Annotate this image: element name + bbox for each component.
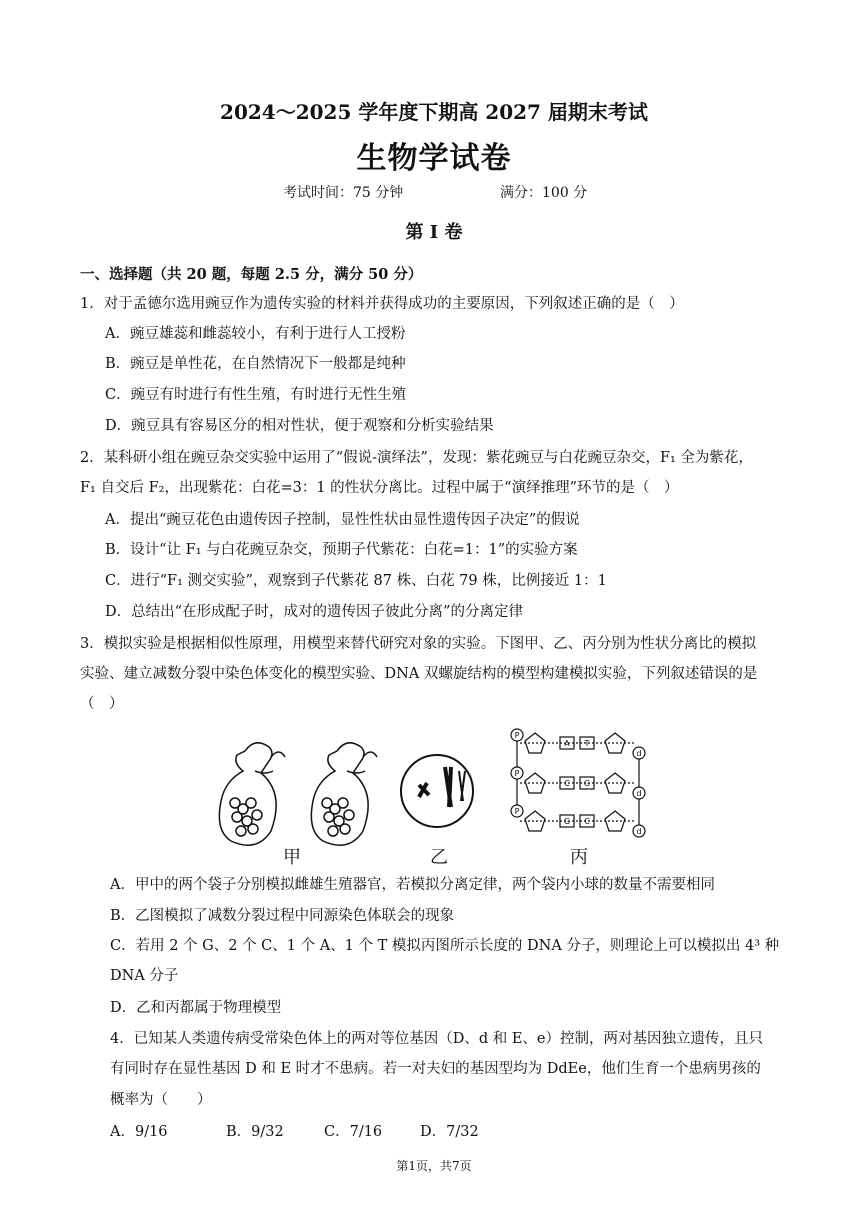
q1-stem: 1．对于孟德尔选用豌豆作为遗传实验的材料并获得成功的主要原因，下列叙述正确的是（ ）	[80, 296, 684, 312]
q2-option-b: B．设计“让 F₁ 与白花豌豆杂交，预期子代紫花：白花=1：1”的实验方案	[105, 542, 578, 558]
phosphate-label: P	[514, 731, 520, 740]
q2-stem-line1: 2．某科研小组在豌豆杂交实验中运用了“假说-演绎法”，发现：紫花豌豆与白花豌豆杂交，F₁ 全为紫花，	[80, 450, 753, 466]
q2-stem-line2: F₁ 自交后 F₂，出现紫花：白花=3：1 的性状分离比。过程中属于“演绎推理”环节的是（ ）	[80, 480, 679, 496]
q1-option-c: C．豌豆有时进行有性生殖，有时进行无性生殖	[105, 387, 407, 403]
sugar-label: d	[636, 789, 642, 798]
q3-stem-line3: （ ）	[80, 696, 124, 712]
base-label: A	[564, 739, 570, 748]
q3-figure	[215, 723, 655, 863]
q1-option-d: D．豌豆具有容易区分的相对性状，便于观察和分析实验结果	[105, 418, 494, 434]
base-label: G	[563, 817, 571, 826]
q1-option-a: A．豌豆雄蕊和雌蕊较小，有利于进行人工授粉	[105, 326, 406, 342]
q4-option-c: C．7/16	[324, 1124, 383, 1140]
q2-option-d: D．总结出“在形成配子时，成对的遗传因子彼此分离”的分离定律	[105, 604, 523, 620]
q3-option-b: B．乙图模拟了减数分裂过程中同源染色体联会的现象	[110, 908, 455, 924]
sugar-label: d	[636, 749, 642, 758]
figure-label-jia: 甲	[283, 847, 301, 868]
q3-stem-line2: 实验、建立减数分裂中染色体变化的模型实验、DNA 双螺旋结构的模型构建模拟实验，下列叙述错误的是	[80, 666, 758, 682]
q4-stem-line3: 概率为（ ）	[110, 1092, 212, 1108]
base-label: T	[584, 739, 590, 748]
q1-option-b: B．豌豆是单性花，在自然情况下一般都是纯种	[105, 356, 406, 372]
q4-stem-line2: 有同时存在显性基因 D 和 E 时才不患病。若一对夫妇的基因型均为 DdEe，他们生育一个患病男孩的	[110, 1061, 761, 1077]
q3-option-c-line2: DNA 分子	[110, 968, 179, 984]
dna-model-icon	[511, 729, 645, 837]
exam-title: 2024～2025 学年度下期高 2027 届期末考试	[220, 100, 648, 124]
base-label: C	[564, 779, 570, 788]
q2-option-c: C．进行“F₁ 测交实验”，观察到子代紫花 87 株、白花 79 株，比例接近 1：1	[105, 573, 607, 589]
phosphate-label: P	[514, 769, 520, 778]
q2-option-a: A．提出“豌豆花色由遗传因子控制，显性性状由显性遗传因子决定”的假说	[105, 512, 580, 528]
q4-option-d: D．7/32	[420, 1124, 479, 1140]
volume-title: 第 I 卷	[405, 222, 463, 243]
q3-option-a: A．甲中的两个袋子分别模拟雌雄生殖器官，若模拟分离定律，两个袋内小球的数量不需要相同	[110, 877, 715, 893]
cell-chromosome-icon	[401, 755, 473, 827]
figure-label-bing: 丙	[570, 847, 588, 868]
base-label: C	[584, 817, 590, 826]
q4-option-a: A．9/16	[110, 1124, 168, 1140]
exam-time: 考试时间：75 分钟	[283, 185, 404, 201]
q4-stem-line1: 4．已知某人类遗传病受常染色体上的两对等位基因（D、d 和 E、e）控制，两对基因独立遗传，且只	[110, 1031, 764, 1047]
full-score: 满分：100 分	[500, 185, 588, 201]
bag-right-icon	[311, 743, 377, 845]
figure-label-yi: 乙	[430, 847, 448, 868]
section-heading: 一、选择题（共 20 题，每题 2.5 分，满分 50 分）	[80, 266, 423, 283]
q3-stem-line1: 3．模拟实验是根据相似性原理，用模型来替代研究对象的实验。下图甲、乙、丙分别为性状分离比的模拟	[80, 636, 757, 652]
sugar-label: d	[636, 827, 642, 836]
phosphate-label: P	[514, 807, 520, 816]
bag-left-icon	[219, 743, 285, 845]
subject-title: 生物学试卷	[356, 141, 512, 176]
q4-option-b: B．9/32	[226, 1124, 284, 1140]
q3-option-d: D．乙和丙都属于物理模型	[110, 1000, 282, 1016]
base-label: G	[583, 779, 591, 788]
page-footer: 第1页，共7页	[396, 1159, 472, 1173]
q3-option-c-line1: C．若用 2 个 G、2 个 C、1 个 A、1 个 T 模拟丙图所示长度的 DNA 分子，则理论上可以模拟出 4³ 种	[110, 938, 780, 954]
